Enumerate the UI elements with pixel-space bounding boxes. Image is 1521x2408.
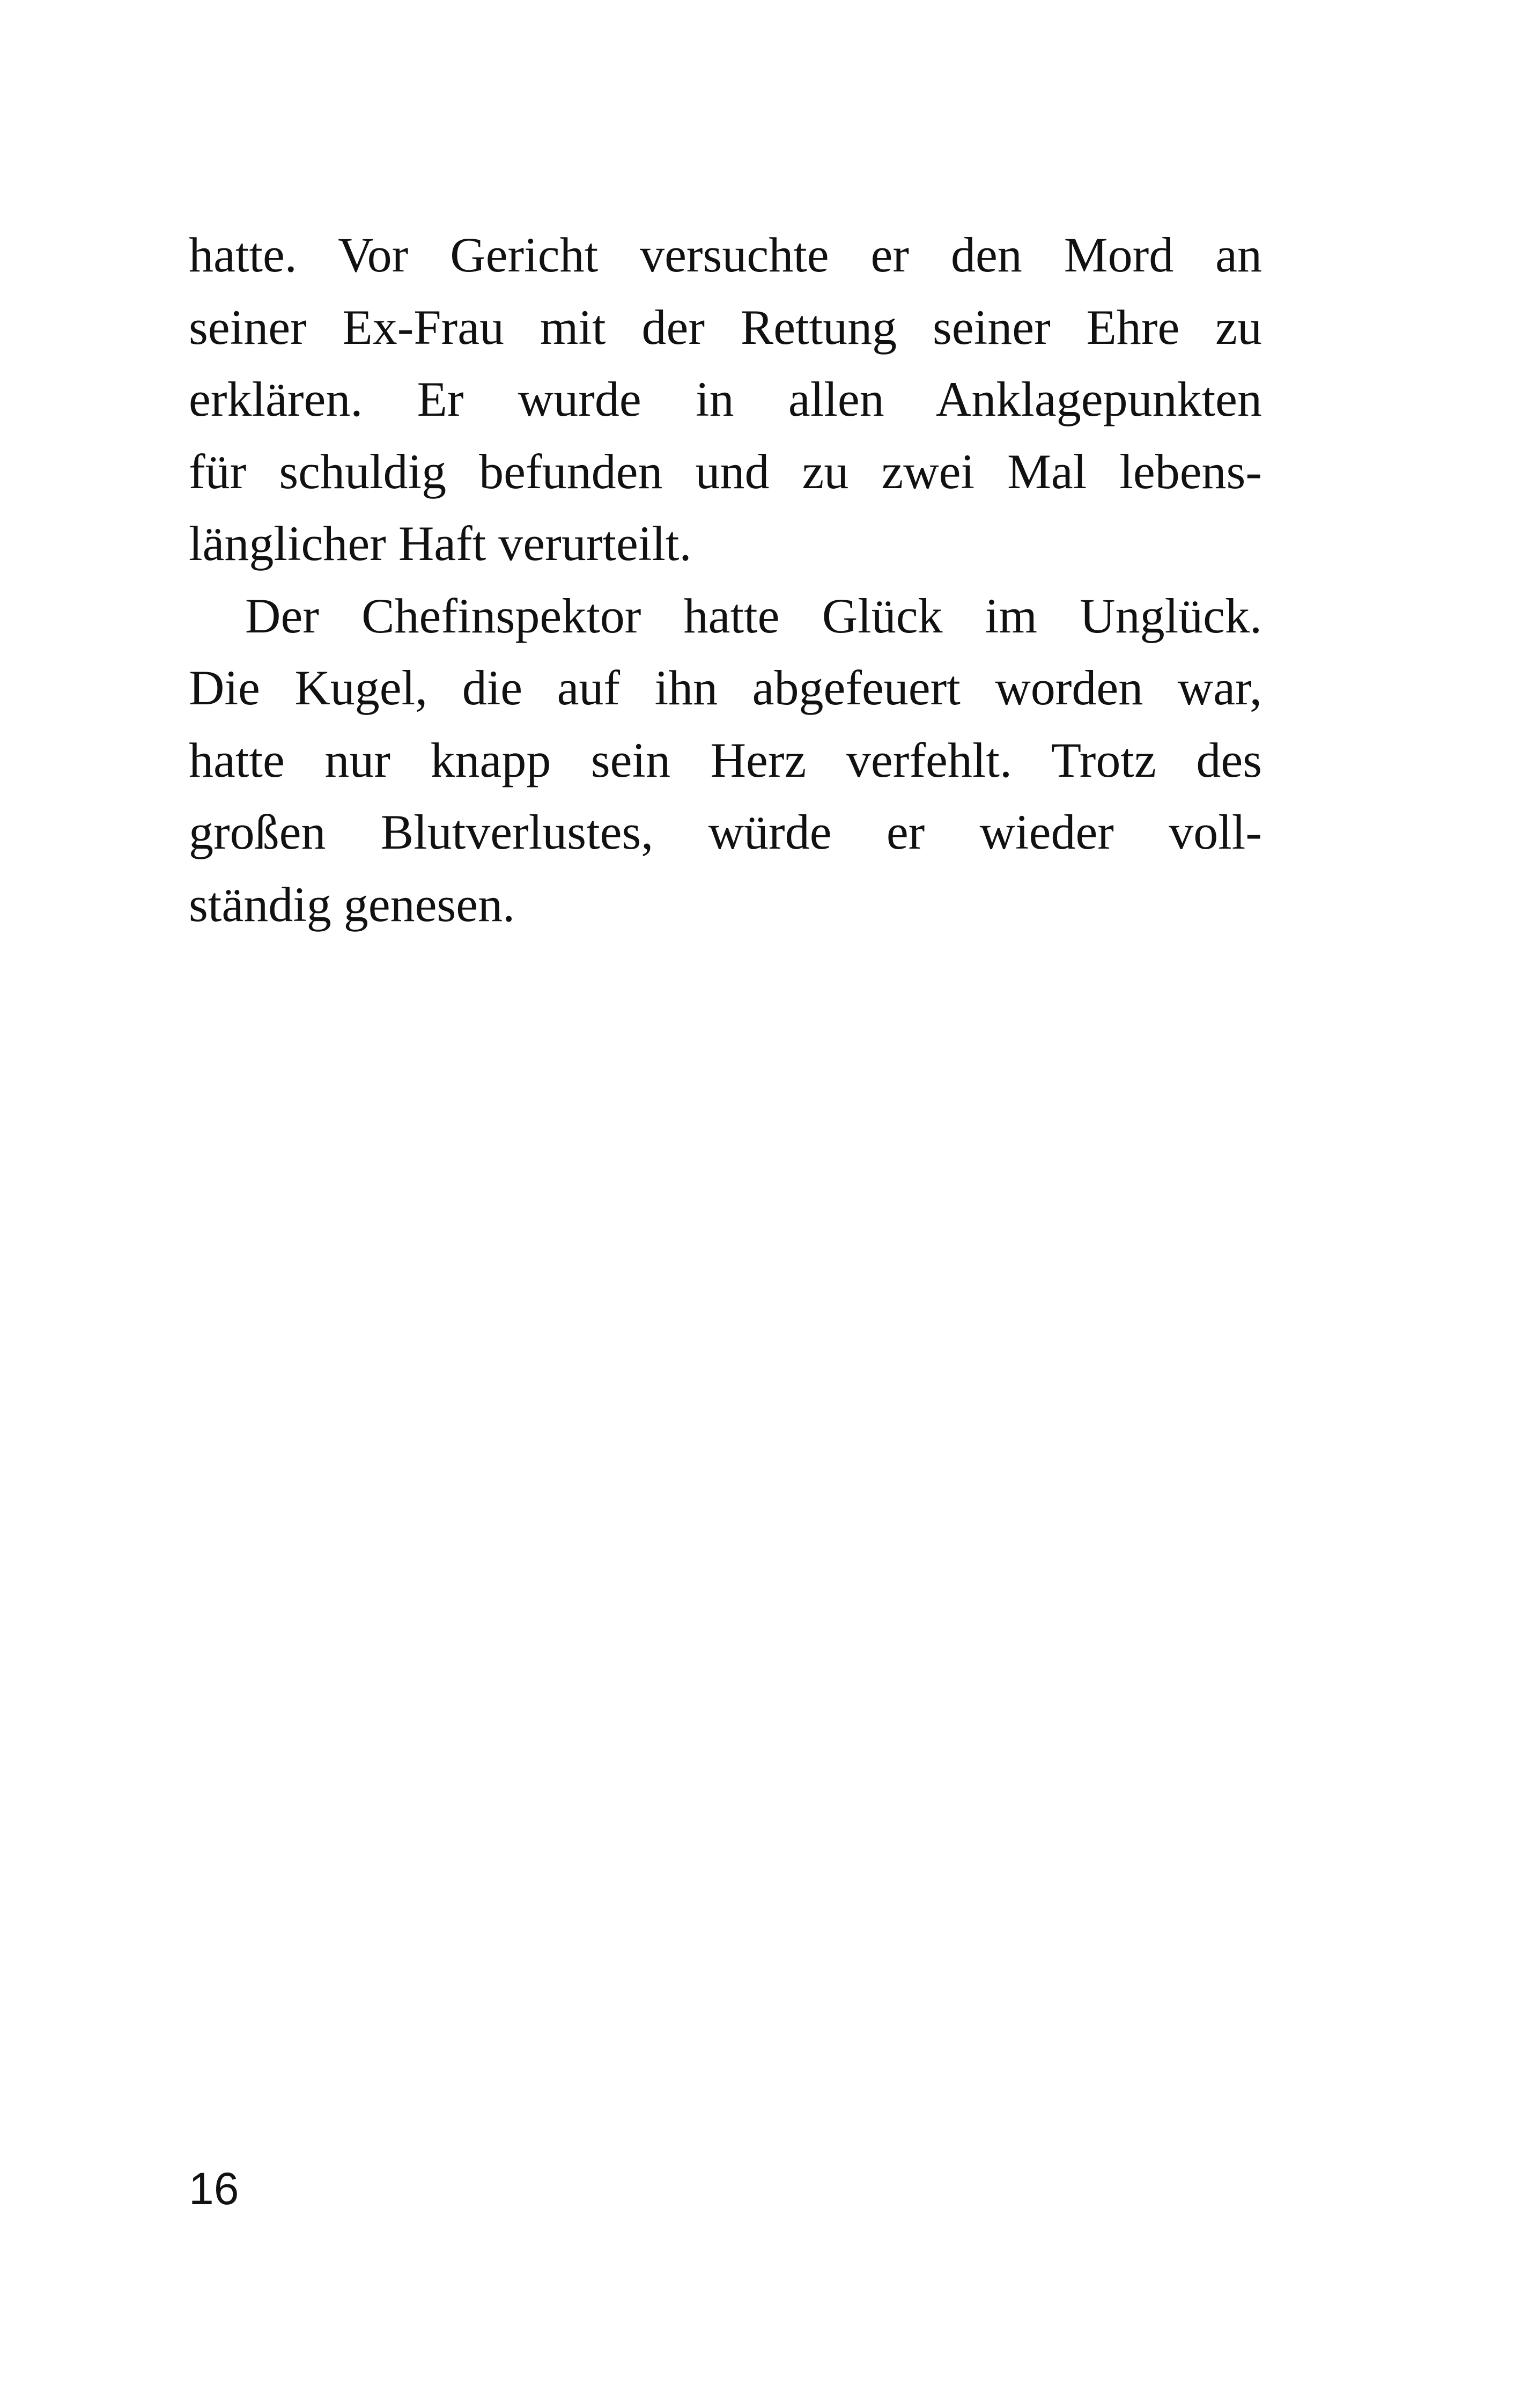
text-line: hatte. Vor Gericht versuchte er den Mord an	[189, 227, 1262, 282]
text-line: hatte nur knapp sein Herz verfehlt. Trotz des	[189, 732, 1262, 787]
text-line: länglicher Haft verurteilt.	[189, 516, 692, 571]
text-line: großen Blutverlustes, würde er wieder voll-	[189, 805, 1262, 859]
paragraph-1	[189, 219, 1262, 580]
text-line: Die Kugel, die auf ihn abgefeuert worden war,	[189, 660, 1262, 715]
text-line: ständig genesen.	[189, 877, 515, 932]
text-line: für schuldig befunden und zu zwei Mal lebens-	[189, 444, 1262, 499]
paragraph-2	[189, 580, 1262, 941]
page-number: 16	[189, 2163, 239, 2214]
text-line: Der Chefinspektor hatte Glück im Unglück.	[245, 588, 1262, 643]
body-text	[189, 219, 1262, 940]
text-line: erklären. Er wurde in allen Anklagepunkten	[189, 372, 1262, 426]
text-line: seiner Ex-Frau mit der Rettung seiner Ehre zu	[189, 299, 1262, 355]
